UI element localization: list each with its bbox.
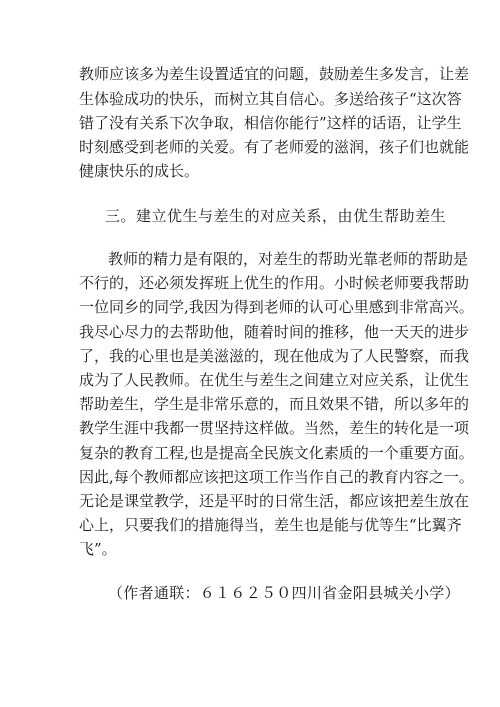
paragraph-line: 帮助差生，学生是非常乐意的，而且效果不错，所以多年的 — [79, 395, 470, 413]
paragraph-line: 了，我的心里也是美滋滋的，现在他成为了人民警察，而我 — [79, 347, 470, 365]
paragraph-line: 教学生涯中我都一贯坚持这样做。当然，差生的转化是一项 — [79, 419, 470, 437]
paragraph-line: 错了没有关系下次争取，相信你能行”这样的话语，让学生 — [79, 114, 462, 132]
paragraph-line: 复杂的教育工程,也是提高全民族文化素质的一个重要方面。 — [79, 444, 474, 462]
paragraph-line: 教师应该多为差生设置适宜的问题，鼓励差生多发言，让差 — [79, 65, 470, 83]
paragraph-line: 教师的精力是有限的，对差生的帮助光靠老师的帮助是 — [108, 250, 469, 268]
paragraph-line: 成为了人民教师。在优生与差生之间建立对应关系，让优生 — [79, 371, 470, 389]
paragraph-line: 无论是课堂教学，还是平时的日常生活，都应该把差生放在 — [79, 492, 470, 510]
section-heading: 三。建立优生与差生的对应关系，由优生帮助差生 — [105, 207, 447, 225]
paragraph-line: 我尽心尽力的去帮助他，随着时间的推移，他一天天的进步 — [79, 323, 470, 341]
paragraph-line: 因此,每个教师都应该把这项工作当作自己的教育内容之一。 — [79, 468, 474, 486]
paragraph-line: 不行的，还必须发挥班上优生的作用。小时候老师要我帮助 — [79, 274, 470, 292]
paragraph-line: 时刻感受到老师的关爱。有了老师爱的滋润，孩子们也就能 — [79, 138, 470, 156]
paragraph-line: 飞”。 — [79, 540, 117, 558]
author-contact: （作者通联：６１６２５０四川省金阳县城关小学） — [108, 584, 460, 602]
paragraph-line: 生体验成功的快乐，而树立其自信心。多送给孩子“这次答 — [79, 90, 462, 108]
paragraph-line: 心上，只要我们的措施得当，差生也是能与优等生“比翼齐 — [79, 516, 462, 534]
paragraph-line: 一位同乡的同学,我因为得到老师的认可心里感到非常高兴。 — [79, 298, 474, 316]
paragraph-line: 健康快乐的成长。 — [79, 162, 200, 180]
